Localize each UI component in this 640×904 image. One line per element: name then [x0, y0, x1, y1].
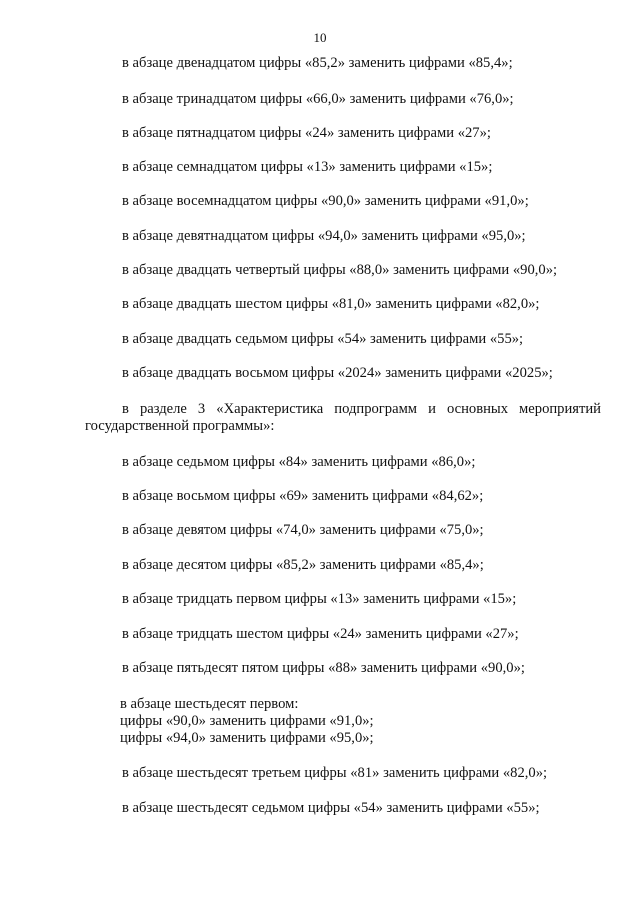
amendment-line: в абзаце восьмом цифры «69» заменить цифрами «84,62»;: [122, 488, 484, 504]
amendment-line: в абзаце тридцать первом цифры «13» заменить цифрами «15»;: [122, 591, 517, 607]
amendment-line: в абзаце двадцать восьмом цифры «2024» заменить цифрами «2025»;: [122, 365, 553, 381]
sixty-first-line-1: цифры «90,0» заменить цифрами «91,0»;: [120, 713, 374, 729]
amendment-line: в абзаце двенадцатом цифры «85,2» заменить цифрами «85,4»;: [122, 55, 513, 71]
sixty-first-block: [120, 696, 374, 747]
amendment-line: в абзаце семнадцатом цифры «13» заменить цифрами «15»;: [122, 159, 493, 175]
amendment-line: в абзаце двадцать седьмом цифры «54» заменить цифрами «55»;: [122, 331, 524, 347]
amendment-line: в абзаце седьмом цифры «84» заменить цифрами «86,0»;: [122, 454, 476, 470]
amendment-line: в абзаце двадцать шестом цифры «81,0» заменить цифрами «82,0»;: [122, 296, 540, 312]
amendment-line: в абзаце девятнадцатом цифры «94,0» заменить цифрами «95,0»;: [122, 228, 526, 244]
section-paragraph-line-2: государственной программы»:: [85, 418, 275, 434]
sixty-first-heading: в абзаце шестьдесят первом:: [120, 696, 299, 712]
page-number: 10: [313, 30, 327, 45]
amendment-line: в абзаце восемнадцатом цифры «90,0» заменить цифрами «91,0»;: [122, 193, 529, 209]
amendment-line: в абзаце тридцать шестом цифры «24» заменить цифрами «27»;: [122, 626, 519, 642]
amendment-line: в абзаце десятом цифры «85,2» заменить цифрами «85,4»;: [122, 557, 484, 573]
amendment-line: в абзаце двадцать четвертый цифры «88,0» заменить цифрами «90,0»;: [122, 262, 558, 278]
amendment-line: в абзаце шестьдесят третьем цифры «81» заменить цифрами «82,0»;: [122, 765, 548, 781]
amendment-line: в абзаце тринадцатом цифры «66,0» заменить цифрами «76,0»;: [122, 91, 514, 107]
section-paragraph-line-1: в разделе 3 «Характеристика подпрограмм и основных мероприятий: [122, 401, 601, 417]
amendment-line: в абзаце пятьдесят пятом цифры «88» заменить цифрами «90,0»;: [122, 660, 525, 676]
amendment-line: в абзаце шестьдесят седьмом цифры «54» заменить цифрами «55»;: [122, 800, 540, 816]
amendment-line: в абзаце пятнадцатом цифры «24» заменить цифрами «27»;: [122, 125, 491, 141]
amendment-line: в абзаце девятом цифры «74,0» заменить цифрами «75,0»;: [122, 522, 484, 538]
sixty-first-line-2: цифры «94,0» заменить цифрами «95,0»;: [120, 730, 374, 746]
section-paragraph: [85, 401, 601, 435]
